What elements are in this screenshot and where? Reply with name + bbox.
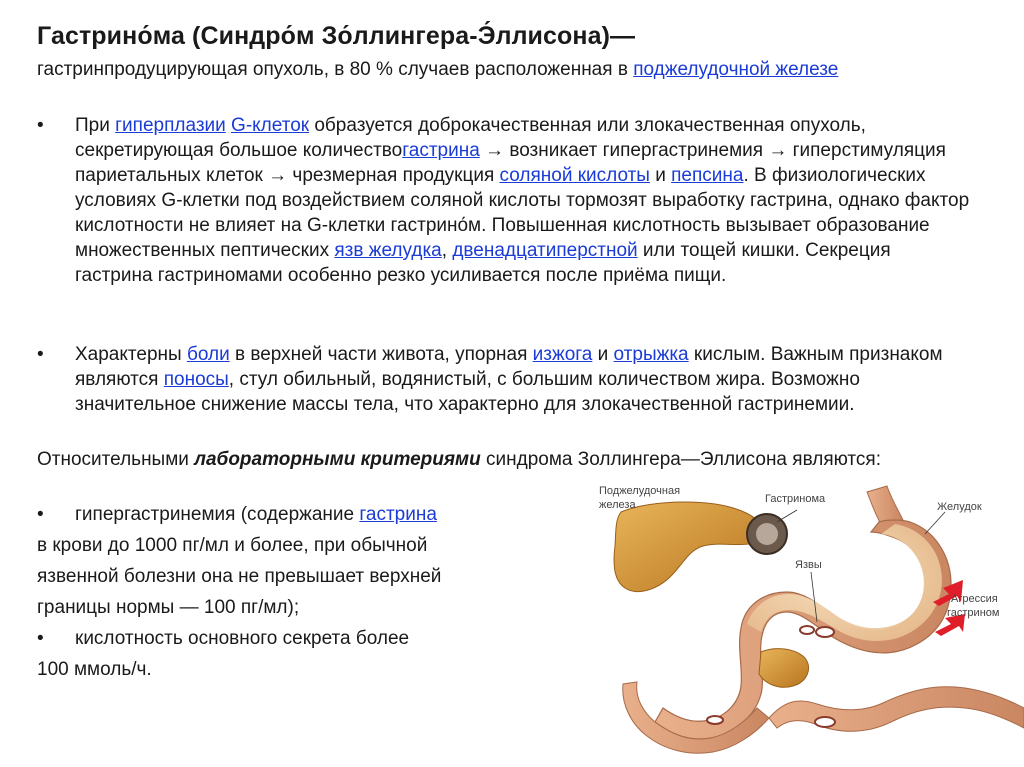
label-stomach: Желудок — [937, 501, 982, 513]
ulcer — [800, 626, 814, 634]
emphasis-text: лабораторными критериями — [194, 449, 481, 470]
lead-paragraph — [37, 58, 977, 82]
link-hydrochloric-acid[interactable]: соляной кислоты — [499, 165, 650, 186]
criterion-line: 100 ммоль/ч. — [37, 659, 152, 680]
criterion-line — [37, 499, 557, 530]
bullet-marker: • — [37, 115, 44, 136]
link-gastrin-level[interactable]: гастрина — [359, 504, 437, 525]
pancreas — [614, 502, 763, 592]
text-span: образуется доброкачественная или злокачественная опухоль, секретирующая большое количество — [75, 115, 866, 161]
link-g-cells[interactable]: G-клеток — [231, 115, 310, 136]
lab-criteria-heading — [37, 447, 977, 472]
label-aggression-line2: гастрином — [947, 607, 1000, 619]
bullet-marker: • — [37, 504, 44, 525]
text-span: гипергастринемия (содержание — [75, 504, 360, 525]
ulcer — [707, 716, 723, 724]
text-span: Относительными — [37, 449, 195, 470]
text-span: кислым. Важным признаком являются — [75, 344, 943, 390]
bullet-text — [75, 342, 972, 417]
text-span: в верхней части живота, упорная — [229, 344, 533, 365]
ulcer — [816, 627, 834, 637]
bullet-marker: • — [37, 344, 44, 365]
gastrinoma-illustration — [585, 472, 1024, 767]
link-pain[interactable]: боли — [186, 344, 230, 365]
text-span: и — [592, 344, 614, 365]
link-diarrhea[interactable]: поносы — [163, 369, 229, 390]
criterion-line: границы нормы — 100 пг/мл); — [37, 597, 300, 618]
text-span: . В физиологических условиях G-клетки под воздействием соляной кислоты тормозят выработку гастрина, однако фактор кислотности не влияет на G-клетки гастрино́м. Повышенная кислотность вызывает образование множественных пептических — [75, 165, 970, 261]
link-pancreas[interactable]: поджелудочной железе — [633, 59, 839, 80]
label-pancreas-line1: Поджелудочная — [599, 485, 681, 497]
link-pepsin[interactable]: пепсина — [671, 165, 744, 186]
bullet-text — [75, 113, 972, 288]
label-aggression-line1: Агрессия — [951, 593, 998, 605]
text-span: , стул обильный, водянистый, с большим количеством жира. Возможно значительное снижение массы тела, что характерно для злокачественной гастринемии. — [75, 369, 860, 415]
small-intestine — [769, 687, 1024, 732]
text-span: синдрома Золлингера—Эллисона являются: — [480, 449, 881, 470]
bullet-gastrinoma-mechanism — [37, 113, 972, 288]
text-span: , — [441, 240, 453, 261]
text-span: и — [649, 165, 672, 186]
text-span: кислотность основного секрета более — [75, 628, 410, 649]
leader-line — [777, 510, 797, 522]
esophagus — [867, 486, 903, 524]
label-pancreas-line2: железа — [599, 499, 636, 511]
link-belching[interactable]: отрыжка — [613, 344, 689, 365]
text-span: При — [75, 115, 116, 136]
link-duodenum[interactable]: двенадцатиперстной — [452, 240, 638, 261]
link-stomach-ulcers[interactable]: язв желудка — [334, 240, 442, 261]
link-gastrin[interactable]: гастрина — [402, 140, 480, 161]
criterion-line — [37, 623, 557, 654]
leader-line — [925, 512, 945, 534]
label-ulcers: Язвы — [795, 559, 822, 571]
ulcer — [815, 717, 835, 727]
slide-title: Гастрино́ма (Синдро́м Зо́ллингера-Э́ллисона)— — [37, 22, 636, 50]
gastrinoma-tumor-core — [756, 523, 778, 545]
criterion-hypergastrinemia — [37, 499, 557, 623]
criterion-acidity — [37, 623, 557, 685]
text-span: → возникает гипергастринемия → гиперстимуляция париетальных клеток → чрезмерная продукция — [75, 140, 946, 186]
criterion-line: язвенной болезни она не превышает верхней — [37, 566, 442, 587]
pancreas-head — [759, 649, 809, 688]
text-span: Характерны — [75, 344, 187, 365]
link-heartburn[interactable]: изжога — [532, 344, 593, 365]
bullet-symptoms — [37, 342, 972, 417]
criterion-line: в крови до 1000 пг/мл и более, при обычной — [37, 535, 428, 556]
bullet-marker: • — [37, 628, 44, 649]
lead-text: гастринпродуцирующая опухоль, в 80 % случаев расположенная в — [37, 59, 634, 80]
text-span: или тощей кишки. Секреция гастрина гастриномами особенно резко усиливается после приёма пищи. — [75, 240, 891, 286]
link-hyperplasia[interactable]: гиперплазии — [115, 115, 226, 136]
label-gastrinoma: Гастринома — [765, 493, 826, 505]
